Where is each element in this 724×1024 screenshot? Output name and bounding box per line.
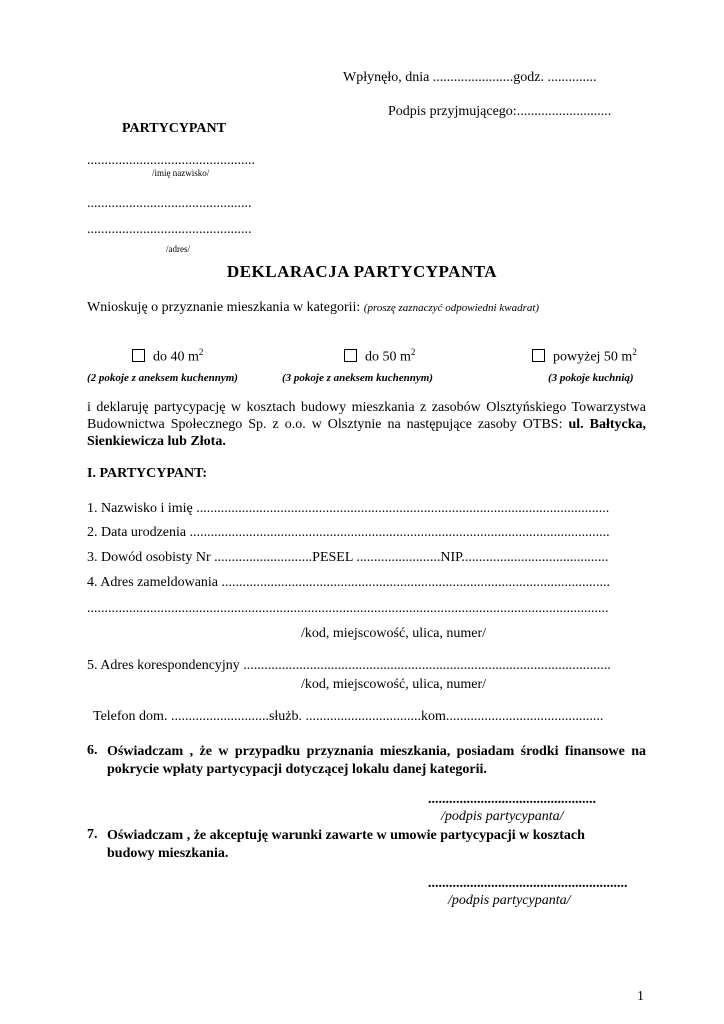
address-line-1: ............................................... — [87, 196, 252, 211]
name-caption: /imię nazwisko/ — [152, 168, 210, 178]
field-phone-numbers[interactable]: Telefon dom. ............................służb. .................................kom............................................. — [93, 709, 604, 724]
statement-6-signature-caption: /podpis partycypanta/ — [441, 809, 564, 824]
request-text: Wnioskuję o przyznanie mieszkania w kategorii: — [87, 300, 361, 315]
statement-7-signature-caption: /podpis partycypanta/ — [448, 893, 571, 908]
registered-address-caption: /kod, miejscowość, ulica, numer/ — [301, 626, 487, 641]
category-option-40[interactable]: do 40 $m^2$ — [132, 347, 203, 366]
section-heading: I. PARTYCYPANT: — [87, 466, 208, 481]
category-option-50[interactable]: do 50 $m^2$ — [344, 347, 415, 366]
category-note-50: (3 pokoje z aneksem kuchennym) — [282, 372, 433, 384]
correspondence-address-caption: /kod, miejscowość, ulica, numer/ — [301, 677, 487, 692]
category-label: do 40 m — [153, 349, 199, 365]
field-name[interactable]: 1. Nazwisko i imię ...................................................................................................................... — [87, 501, 610, 516]
category-option-above-50[interactable]: powyżej 50 $m^2$ — [532, 347, 637, 366]
field-birth-date[interactable]: 2. Data urodzenia ........................................................................................................................ — [87, 525, 610, 540]
address-caption: /adres/ — [166, 244, 190, 254]
field-correspondence-address[interactable]: 5. Adres korespondencyjny ......................................................................................................... — [87, 658, 611, 673]
declaration-text: i deklaruję partycypację w kosztach budowy mieszkania z zasobów Olsztyńskiego Towarzystwa Budownictwa Społecznego Sp. z o.o. w Olsztynie na następujące zasoby OTBS: — [87, 400, 646, 432]
request-line — [87, 300, 539, 316]
category-label: do 50 m — [365, 349, 411, 365]
checkbox-square[interactable] — [132, 349, 145, 362]
received-line: Wpłynęło, dnia .......................godz. .............. — [343, 70, 597, 85]
category-note-40: (2 pokoje z aneksem kuchennym) — [87, 372, 238, 384]
request-hint: (proszę zaznaczyć odpowiedni kwadrat) — [363, 302, 540, 314]
participant-heading: PARTYCYPANT — [122, 121, 226, 136]
checkbox-square[interactable] — [532, 349, 545, 362]
field-registered-address[interactable]: 4. Adres zameldowania ............................................................................................................... — [87, 575, 611, 590]
checkbox-square[interactable] — [344, 349, 357, 362]
statement-6-text: Oświadczam , że w przypadku przyznania mieszkania, posiadam środki finansowe na pokrycie wpłaty partycypacji dotyczącej lokalu danej kategorii. — [107, 744, 646, 777]
name-line: ................................................ — [87, 153, 255, 168]
receiver-signature-line: Podpis przyjmującego:........................... — [388, 104, 612, 119]
category-label: powyżej 50 m — [553, 349, 633, 365]
field-registered-address-continued[interactable]: ..................................................................................................................................................... — [87, 601, 609, 616]
declaration-paragraph — [87, 399, 646, 450]
field-id-pesel-nip[interactable]: 3. Dowód osobisty Nr ............................PESEL ........................NIP.......................................... — [87, 550, 609, 565]
page-number: 1 — [637, 989, 644, 1004]
statement-6-signature-line[interactable]: ................................................ — [428, 792, 596, 807]
statement-7-number: 7. — [87, 827, 98, 842]
declaration-locations: ul. Bałtycka, Sienkiewicza lub Złota. — [87, 417, 647, 449]
statement-6-number: 6. — [87, 743, 98, 758]
statement-7-text: Oświadczam , że akceptuję warunki zawarte w umowie partycypacji w kosztach budowy mieszkania. — [107, 828, 585, 861]
category-note-above-50: (3 pokoje kuchnią) — [548, 372, 634, 384]
statement-7-signature-line[interactable]: ......................................................... — [428, 876, 628, 891]
address-line-2: ............................................... — [87, 222, 252, 237]
document-title: DEKLARACJA PARTYCYPANTA — [226, 262, 498, 281]
